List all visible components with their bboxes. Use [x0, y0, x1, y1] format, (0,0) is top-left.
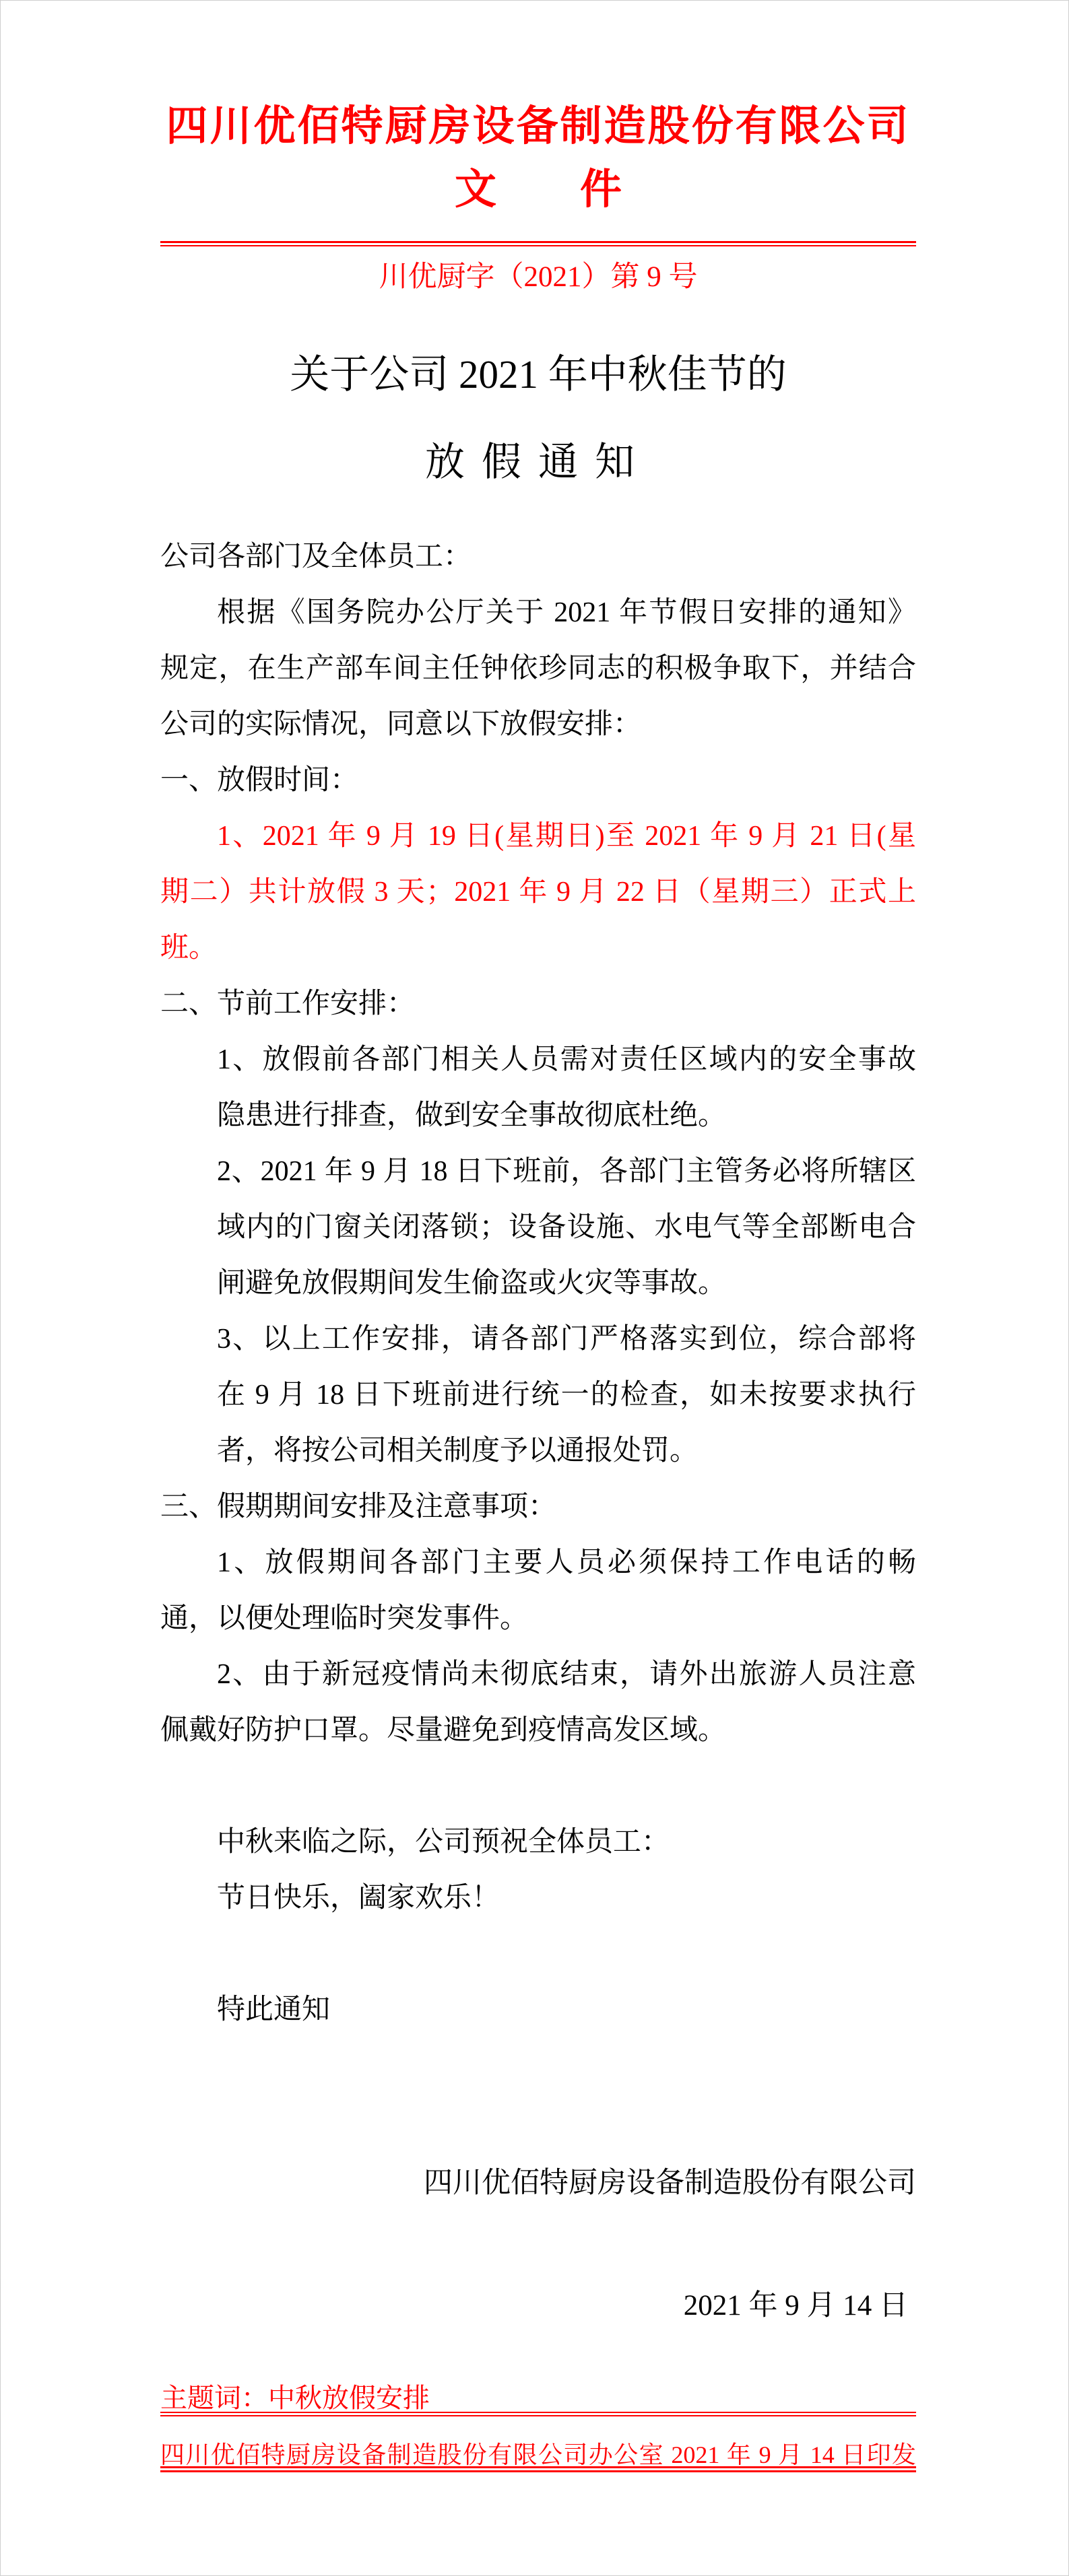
body-line: 班。: [160, 933, 218, 963]
body-line: 隐患进行排查，做到安全事故彻底杜绝。: [217, 1100, 727, 1131]
subject-keywords-line: 主题词：中秋放假安排: [160, 2383, 430, 2413]
body-line: 公司各部门及全体员工：: [160, 541, 472, 572]
body-line: 者，将按公司相关制度予以通报处罚。: [217, 1435, 699, 1466]
body-line: 2、2021 年 9 月 18 日下班前，各部门主管务必将所辖区: [217, 1156, 916, 1187]
signature-company-name: 四川优佰特厨房设备制造股份有限公司: [424, 2167, 916, 2199]
body-line: 二、节前工作安排：: [160, 988, 416, 1019]
signature-date: 2021 年 9 月 14 日: [683, 2290, 908, 2321]
body-line: 节日快乐，阖家欢乐！: [217, 1883, 500, 1913]
body-line: 特此通知: [217, 1994, 331, 2025]
body-line: 1、放假期间各部门主要人员必须保持工作电话的畅: [217, 1547, 916, 1578]
issuance-line: 四川优佰特厨房设备制造股份有限公司办公室 2021 年 9 月 14 日印发: [160, 2441, 916, 2468]
body-line: 域内的门窗关闭落锁；设备设施、水电气等全部断电合: [217, 1212, 916, 1243]
body-line: 3、以上工作安排，请各部门严格落实到位，综合部将: [217, 1324, 916, 1355]
body-line: 通，以便处理临时突发事件。: [160, 1603, 529, 1634]
body-line: 中秋来临之际，公司预祝全体员工：: [217, 1827, 670, 1858]
body-line: 在 9 月 18 日下班前进行统一的检查，如未按要求执行: [217, 1380, 916, 1411]
notice-title-line1: 关于公司 2021 年中秋佳节的: [290, 352, 787, 397]
body-line: 闸避免放假期间发生偷盗或火灾等事故。: [217, 1268, 727, 1299]
body-line: 三、假期期间安排及注意事项：: [160, 1491, 557, 1522]
body-line: 一、放假时间：: [160, 765, 359, 796]
body-line: [160, 1759, 916, 1815]
body-line: 规定，在生产部车间主任钟依珍同志的积极争取下，并结合: [160, 653, 916, 684]
document-reference-number: 川优厨字（2021）第 9 号: [379, 261, 698, 293]
letterhead-org-name: 四川优佰特厨房设备制造股份有限公司: [166, 104, 911, 149]
body-line: 根据《国务院办公厅关于 2021 年节假日安排的通知》: [217, 597, 916, 628]
signature-block: [160, 2089, 916, 2400]
body-line: 公司的实际情况，同意以下放假安排：: [160, 709, 642, 740]
body-line: [160, 1926, 916, 1982]
notice-title-line2: 放假通知: [424, 440, 651, 484]
red-header-separator-line: [160, 241, 916, 246]
body-line: 佩戴好防护口罩。尽量避免到疫情高发区域。: [160, 1715, 727, 1746]
body-line: 期二）共计放假 3 天；2021 年 9 月 22 日（星期三）正式上: [160, 877, 916, 908]
body-line: 1、2021 年 9 月 19 日(星期日)至 2021 年 9 月 21 日(星: [217, 821, 916, 852]
notice-body: [160, 529, 916, 2038]
letterhead-document-label: 文 件: [454, 167, 622, 213]
body-line: 2、由于新冠疫情尚未彻底结束，请外出旅游人员注意: [217, 1659, 916, 1690]
body-line: 1、放假前各部门相关人员需对责任区域内的安全事故: [217, 1044, 916, 1075]
footer-red-rule-top: [160, 2412, 916, 2416]
footer-red-rule-bottom: [160, 2466, 916, 2472]
